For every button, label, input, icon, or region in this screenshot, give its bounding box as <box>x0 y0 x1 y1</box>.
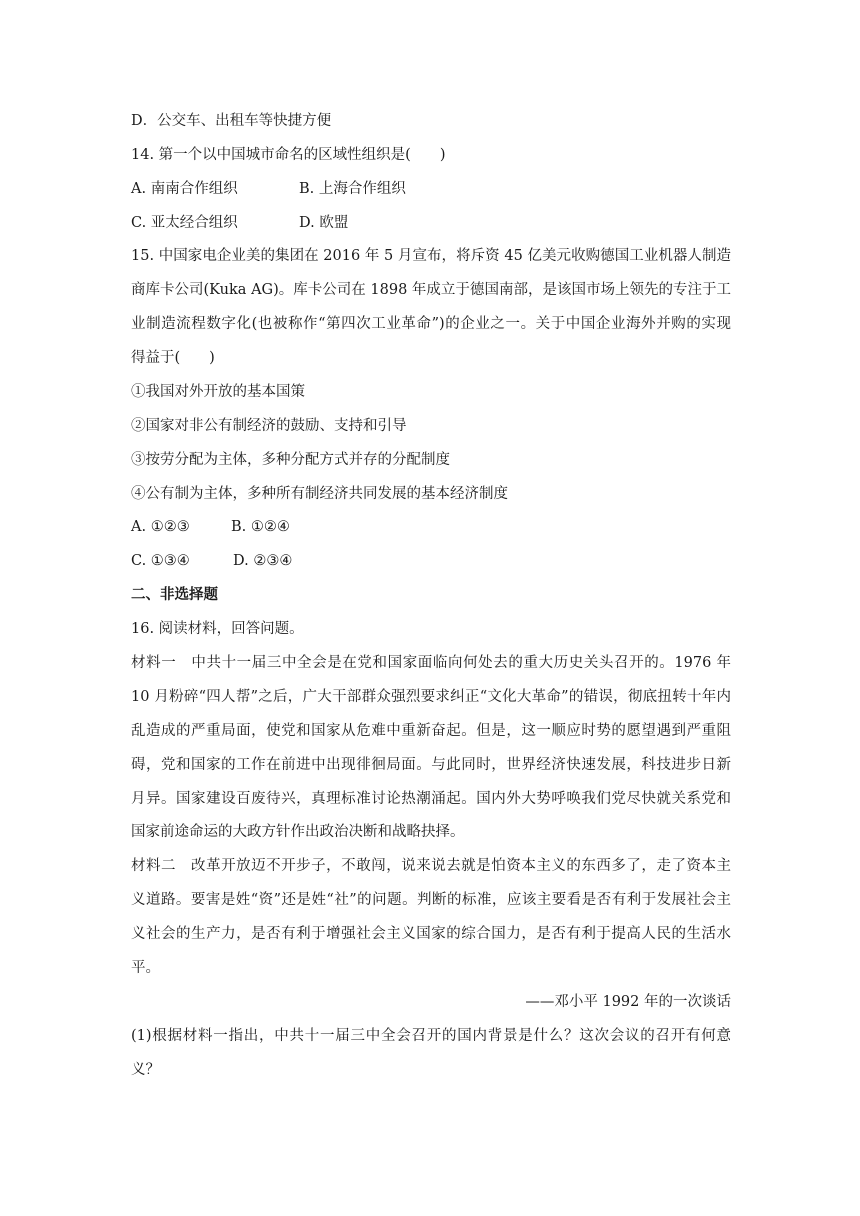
q16-material2-line-3: 义社会的生产力，是否有利于增强社会主义国家的综合国力，是否有利于提高人民的生活水 <box>131 926 731 942</box>
q14-options-row2 <box>131 213 731 233</box>
q15-statement-1: ①我国对外开放的基本国策 <box>131 384 305 400</box>
section-heading: 二、非选择题 <box>131 586 218 603</box>
q16-material1-line-4: 碍，党和国家的工作在前进中出现徘徊局面。与此同时，世界经济快速发展，科技进步日新 <box>131 757 731 773</box>
q16-material1-line-6: 国家前途命运的大政方针作出政治决断和战略抉择。 <box>131 824 465 840</box>
q15-options-row2 <box>131 551 731 571</box>
q16-material1-line-3: 乱造成的严重局面，使党和国家从危难中重新奋起。但是，这一顺应时势的愿望遇到严重阻 <box>131 723 731 739</box>
q16-question1-line-1: (1)根据材料一指出，中共十一届三中全会召开的国内背景是什么？这次会议的召开有何意 <box>131 1028 731 1044</box>
q16-material2-line-1: 材料二 改革开放迈不开步子，不敢闯，说来说去就是怕资本主义的东西多了，走了资本主 <box>131 858 731 874</box>
q15-option-c: C. ①③④ <box>131 553 190 569</box>
q16-material1-line-2: 10 月粉碎“四人帮”之后，广大干部群众强烈要求纠正“文化大革命”的错误，彻底扭转十年内 <box>131 689 731 705</box>
q15-option-d: D. ②③④ <box>233 553 293 569</box>
q15-option-a: A. ①②③ <box>131 519 190 535</box>
q16-material1-line-5: 月异。国家建设百废待兴，真理标准讨论热潮涌起。国内外大势呼唤我们党尽快就关系党和 <box>131 791 731 807</box>
q15-options-row1 <box>131 517 731 537</box>
q15-statement-3: ③按劳分配为主体，多种分配方式并存的分配制度 <box>131 452 450 468</box>
q14-option-c: C. 亚太经合组织 <box>131 215 238 231</box>
q15-option-b: B. ①②④ <box>231 519 290 535</box>
q16-stem: 16. 阅读材料，回答问题。 <box>131 621 304 637</box>
q14-stem: 14. 第一个以中国城市命名的区域性组织是( ) <box>131 147 446 163</box>
q14-option-a: A. 南南合作组织 <box>131 181 238 197</box>
q14-options-row1 <box>131 179 731 199</box>
q15-stem-line-3: 业制造流程数字化(也被称作“第四次工业革命”)的企业之一。关于中国企业海外并购的实现 <box>131 316 731 332</box>
q16-question1-line-2: 义？ <box>131 1062 160 1078</box>
q14-option-b: B. 上海合作组织 <box>299 181 406 197</box>
q15-statement-2: ②国家对非公有制经济的鼓励、支持和引导 <box>131 418 407 434</box>
q16-material2-line-4: 平。 <box>131 960 160 976</box>
q14-option-d: D. 欧盟 <box>299 215 349 231</box>
q16-material2-line-2: 义道路。要害是姓“资”还是姓“社”的问题。判断的标准，应该主要看是否有利于发展社会主 <box>131 892 731 908</box>
q15-statement-4: ④公有制为主体，多种所有制经济共同发展的基本经济制度 <box>131 486 508 502</box>
q13-option-d: D．公交车、出租车等快捷方便 <box>131 113 332 129</box>
q15-stem-line-1: 15. 中国家电企业美的集团在 2016 年 5 月宣布，将斥资 45 亿美元收购德国工业机器人制造 <box>131 248 731 264</box>
q15-stem-line-2: 商库卡公司(Kuka AG)。库卡公司在 1898 年成立于德国南部，是该国市场上领先的专注于工 <box>131 282 731 298</box>
q15-stem-line-4: 得益于( ) <box>131 350 215 366</box>
q16-source: ——邓小平 1992 年的一次谈话 <box>525 994 731 1010</box>
q16-material1-line-1: 材料一 中共十一届三中全会是在党和国家面临向何处去的重大历史关头召开的。1976 年 <box>131 655 731 671</box>
